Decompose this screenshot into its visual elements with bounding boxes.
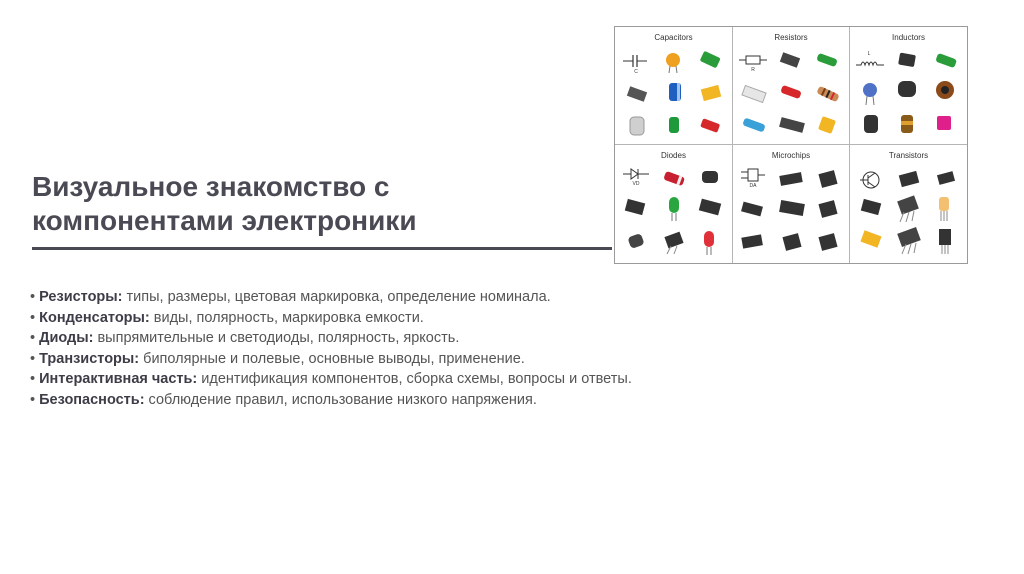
to220-transistor-icon	[894, 195, 924, 223]
capacitor-symbol-icon	[623, 53, 649, 69]
pink-inductor-icon	[934, 113, 954, 135]
bullet-item: • Транзисторы: биполярные и полевые, основные выводы, применение.	[30, 350, 525, 367]
to92-transistor-icon	[936, 195, 952, 223]
resistor-array-icon	[777, 115, 807, 135]
symbol-label: L	[867, 51, 871, 57]
color-band-resistor-icon	[813, 83, 843, 105]
smd-resistor-icon	[777, 51, 803, 71]
power-diode-icon	[623, 197, 649, 217]
resistor-symbol-icon	[739, 53, 767, 67]
blue-resistor-icon	[739, 115, 769, 137]
inductor-symbol-icon	[856, 57, 884, 69]
red-resistor-icon	[777, 83, 805, 103]
yellow-transistor-icon	[858, 229, 886, 253]
tqfp-chip-icon	[815, 231, 841, 253]
schottky-diode-icon	[625, 231, 649, 253]
bullet-item: • Диоды: выпрямительные и светодиоды, полярность, яркость.	[30, 330, 460, 346]
red-capacitor-icon	[697, 117, 723, 135]
ssop-chip-icon	[739, 231, 765, 253]
ceramic-resistor-icon	[739, 83, 769, 105]
transistor-symbol-icon	[860, 169, 882, 191]
panel-title: Transistors	[888, 151, 929, 160]
diode-symbol-icon	[623, 167, 649, 181]
to126-transistor-icon	[936, 227, 954, 255]
panel-title: Diodes	[661, 151, 686, 160]
to220-diode-icon	[661, 231, 689, 255]
dpak-transistor-icon	[858, 197, 886, 219]
panel-title: Resistors	[774, 33, 808, 42]
bullet-item: • Резисторы: типы, размеры, цветовая маркировка, определение номинала.	[30, 289, 551, 305]
power-inductor-icon	[896, 79, 918, 103]
bridge-diode-icon	[697, 197, 723, 219]
panel-title: Inductors	[892, 33, 925, 42]
smd-capacitor-icon	[625, 85, 649, 103]
red-led-icon	[701, 229, 717, 255]
bullet-item: • Интерактивная часть: идентификация компонентов, сборка схемы, вопросы и ответы.	[30, 371, 632, 387]
symbol-label: VD	[632, 181, 640, 187]
panel-microchips	[733, 145, 849, 263]
smd-inductor-icon	[896, 51, 920, 69]
qfp-chip-icon	[815, 167, 841, 191]
symbol-label: R	[751, 67, 755, 73]
bullet-list	[30, 287, 632, 410]
panel-capacitors	[615, 27, 732, 144]
dip-chip-icon	[777, 169, 805, 189]
bullet-item: • Безопасность: соблюдение правил, использование низкого напряжения.	[30, 391, 537, 408]
green-resistor-icon	[813, 51, 841, 71]
panel-title: Capacitors	[654, 33, 693, 42]
axial-capacitor-icon	[667, 113, 681, 137]
green-led-icon	[667, 195, 681, 221]
electrolytic-capacitor-icon	[667, 81, 683, 105]
soic-chip-icon	[739, 199, 765, 219]
ceramic-capacitor-icon	[663, 51, 683, 73]
symbol-label: C	[634, 69, 638, 75]
panel-diodes	[615, 145, 732, 263]
slide-title: Визуальное знакомство с компонентами электроники	[32, 171, 417, 236]
panel-inductors	[850, 27, 967, 144]
qfn-chip-icon	[779, 231, 805, 253]
tantalum-capacitor-icon	[699, 83, 723, 103]
can-capacitor-icon	[627, 115, 647, 139]
blue-inductor-icon	[860, 81, 880, 105]
large-dip-chip-icon	[777, 197, 807, 219]
sot-transistor-icon	[934, 169, 960, 189]
ferrite-inductor-icon	[898, 113, 916, 137]
power-transistor-icon	[894, 227, 926, 255]
components-illustration	[614, 26, 968, 264]
smd-diode-icon	[699, 167, 721, 189]
green-inductor-icon	[932, 51, 960, 71]
symbol-label: DA	[749, 183, 757, 189]
bullet-item: • Конденсаторы: виды, полярность, маркировка емкости.	[30, 309, 424, 326]
film-capacitor-icon	[697, 51, 723, 71]
panel-title: Microchips	[771, 151, 811, 160]
chip-symbol-icon	[741, 167, 765, 183]
trimmer-resistor-icon	[817, 115, 839, 137]
panel-transistors	[850, 145, 967, 263]
smd-transistor-icon	[896, 169, 924, 191]
panel-resistors	[733, 27, 849, 144]
bga-chip-icon	[815, 197, 841, 221]
rectifier-diode-icon	[661, 169, 687, 189]
toroid-inductor-icon	[934, 79, 956, 103]
title-underline	[32, 247, 612, 250]
cylinder-inductor-icon	[862, 113, 880, 137]
